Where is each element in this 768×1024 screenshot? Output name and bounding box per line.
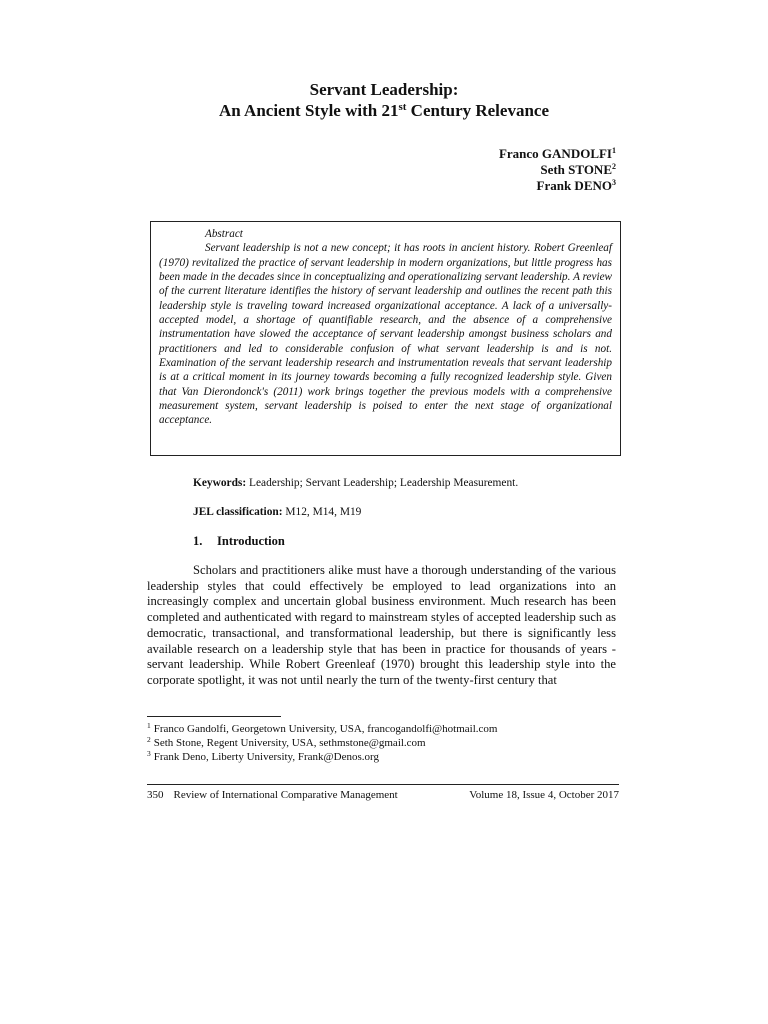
title-line-2-start: An Ancient Style with 21 (219, 101, 399, 120)
author-name: Franco GANDOLFI (498, 146, 612, 161)
author-name: Seth STONE (540, 162, 612, 177)
section-number: 1. (193, 534, 203, 548)
section-title: Introduction (217, 534, 285, 548)
footnote-2 (147, 736, 497, 750)
title-line-2-end: Century Relevance (406, 101, 549, 120)
title-line-2 (0, 100, 768, 121)
title-line-1: Servant Leadership: (309, 80, 459, 99)
abstract-box (150, 221, 621, 456)
jel-label: JEL classification: (193, 506, 283, 518)
footnote-text: Franco Gandolfi, Georgetown University, USA, francogandolfi@hotmail.com (153, 723, 498, 735)
footnotes (147, 722, 497, 764)
volume-info: Volume 18, Issue 4, October 2017 (469, 789, 619, 801)
footnote-text: Seth Stone, Regent University, USA, sethmstone@gmail.com (153, 737, 426, 749)
title-ordinal-suffix: st (398, 101, 407, 113)
journal-name: Review of International Comparative Management (173, 789, 398, 801)
footnote-3 (147, 750, 497, 764)
keywords-value: Leadership; Servant Leadership; Leadership Measurement. (246, 477, 519, 489)
footer-left (147, 789, 398, 801)
footnote-1 (147, 722, 497, 736)
abstract-label: Abstract (205, 228, 243, 240)
footnote-mark: 3 (147, 749, 151, 758)
author-footnote-mark: 1 (612, 146, 616, 155)
footnote-mark: 2 (147, 735, 151, 744)
author-2 (499, 162, 616, 178)
abstract-text: Servant leadership is not a new concept; it has roots in ancient history. Robert Greenleaf (1970) revitalized the practice of servant leadership in modern organizations, but little progress has been made in the decades since in conceptualizing and operationalizing servant leadership. A review of the current literature identifies the history of servant leadership and outlines the recent path this leadership style is traveling toward increased organizational acceptance. A lack of a universally-accepted model, a shortage of quantifiable research, and the absence of a comprehensive instrumentation have slowed the acceptance of servant leadership amongst business scholars and practitioners and led to considerable confusion of what servant leadership is and is not. Examination of the servant leadership research and instrumentation reveals that servant leadership is at a critical moment in its journey towards becoming a fully recognized leadership style. Given that Van Dierondonck's (2011) work brings together the previous models with a comprehensive measurement system, servant leadership is poised to enter the next stage of organizational acceptance. (159, 242, 612, 427)
author-list (499, 146, 616, 194)
footer-divider (147, 784, 619, 785)
keywords-label: Keywords: (193, 477, 247, 489)
footnote-mark: 1 (147, 721, 151, 730)
author-name: Frank DENO (536, 178, 612, 193)
author-footnote-mark: 3 (612, 178, 616, 187)
paper-title (0, 79, 768, 121)
intro-paragraph: Scholars and practitioners alike must have a thorough understanding of the various leadership styles that could effectively be employed to lead organizations into an increasingly complex and uncertain global business environment. Much research has been completed and authenticated with regard to mainstream styles of accepted leadership such as democratic, transactional, and transformational leadership, but there is significantly less available research on a leadership style that has been in practice for thousands of years - servant leadership. While Robert Greenleaf (1970) brought this leadership style into the corporate spotlight, it was not until nearly the turn of the twenty-first century that (147, 563, 616, 687)
footnote-divider (147, 716, 281, 717)
author-footnote-mark: 2 (612, 162, 616, 171)
page-footer (147, 789, 619, 801)
section-heading (193, 534, 285, 549)
page-number: 350 (147, 789, 164, 801)
jel-line (193, 506, 361, 518)
author-1 (499, 146, 616, 162)
footnote-text: Frank Deno, Liberty University, Frank@Denos.org (153, 751, 379, 763)
author-3 (499, 178, 616, 194)
jel-value: M12, M14, M19 (282, 506, 362, 518)
keywords-line (193, 477, 518, 489)
